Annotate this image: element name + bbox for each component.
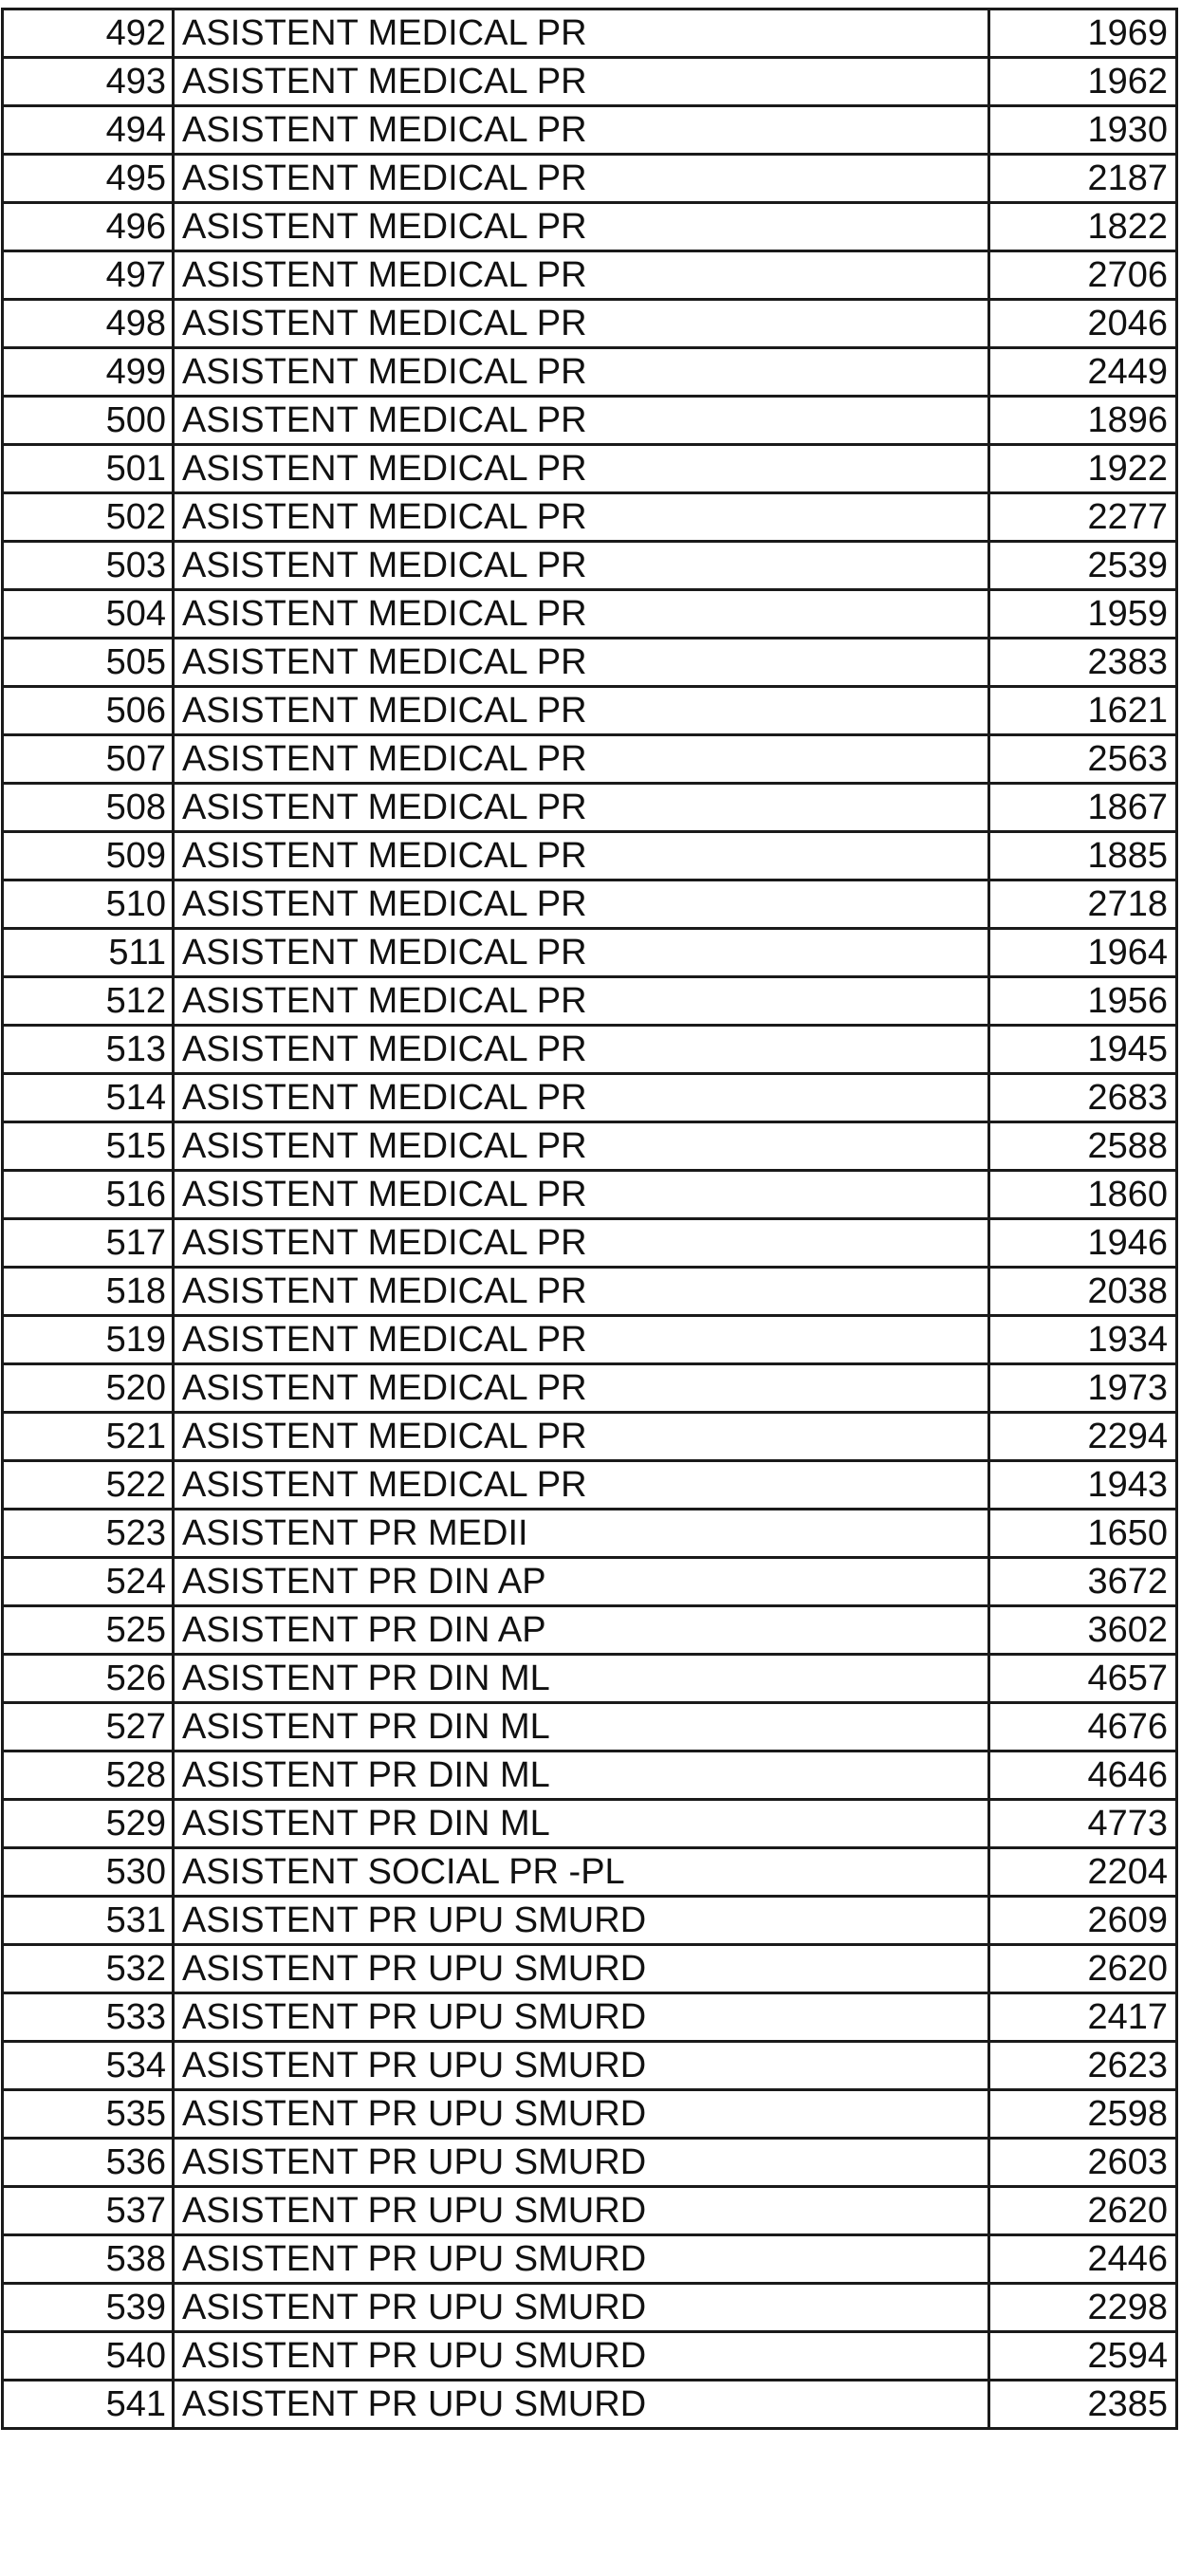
position-name-cell: ASISTENT MEDICAL PR (174, 106, 989, 155)
value-cell: 2598 (989, 2090, 1177, 2139)
table-row (3, 1751, 1177, 1800)
position-name-cell: ASISTENT MEDICAL PR (174, 977, 989, 1026)
value-cell: 2298 (989, 2284, 1177, 2332)
row-number-cell: 502 (3, 493, 174, 542)
table-row (3, 735, 1177, 784)
row-number-cell: 534 (3, 2042, 174, 2090)
row-number-cell: 493 (3, 58, 174, 106)
row-number-cell: 503 (3, 542, 174, 590)
position-name-cell: ASISTENT MEDICAL PR (174, 1219, 989, 1268)
table-row (3, 880, 1177, 929)
row-number-cell: 522 (3, 1461, 174, 1510)
value-cell: 1964 (989, 929, 1177, 977)
value-cell: 2706 (989, 251, 1177, 300)
table-row (3, 2139, 1177, 2187)
row-number-cell: 515 (3, 1122, 174, 1171)
row-number-cell: 512 (3, 977, 174, 1026)
position-name-cell: ASISTENT PR DIN ML (174, 1703, 989, 1751)
row-number-cell: 505 (3, 639, 174, 687)
value-cell: 1621 (989, 687, 1177, 735)
table-row (3, 832, 1177, 880)
row-number-cell: 504 (3, 590, 174, 639)
position-name-cell: ASISTENT PR UPU SMURD (174, 2090, 989, 2139)
value-cell: 2623 (989, 2042, 1177, 2090)
position-name-cell: ASISTENT MEDICAL PR (174, 784, 989, 832)
value-cell: 4657 (989, 1655, 1177, 1703)
row-number-cell: 495 (3, 155, 174, 203)
row-number-cell: 525 (3, 1606, 174, 1655)
table-row (3, 784, 1177, 832)
row-number-cell: 524 (3, 1558, 174, 1606)
value-cell: 2038 (989, 1268, 1177, 1316)
value-cell: 2620 (989, 1945, 1177, 1993)
position-name-cell: ASISTENT MEDICAL PR (174, 1413, 989, 1461)
position-name-cell: ASISTENT MEDICAL PR (174, 1364, 989, 1413)
table-row (3, 2090, 1177, 2139)
value-cell: 2383 (989, 639, 1177, 687)
table-row (3, 1703, 1177, 1751)
row-number-cell: 500 (3, 397, 174, 445)
table-row (3, 1655, 1177, 1703)
table-row (3, 1945, 1177, 1993)
position-name-cell: ASISTENT MEDICAL PR (174, 929, 989, 977)
position-name-cell: ASISTENT MEDICAL PR (174, 300, 989, 348)
table-row (3, 2042, 1177, 2090)
position-name-cell: ASISTENT PR UPU SMURD (174, 1993, 989, 2042)
value-cell: 1959 (989, 590, 1177, 639)
row-number-cell: 494 (3, 106, 174, 155)
value-cell: 2277 (989, 493, 1177, 542)
table-row (3, 2332, 1177, 2381)
row-number-cell: 492 (3, 9, 174, 58)
row-number-cell: 510 (3, 880, 174, 929)
table-row (3, 1364, 1177, 1413)
position-name-cell: ASISTENT PR UPU SMURD (174, 2381, 989, 2429)
value-cell: 2588 (989, 1122, 1177, 1171)
row-number-cell: 501 (3, 445, 174, 493)
row-number-cell: 528 (3, 1751, 174, 1800)
position-name-cell: ASISTENT MEDICAL PR (174, 1074, 989, 1122)
position-name-cell: ASISTENT MEDICAL PR (174, 445, 989, 493)
table-row (3, 1268, 1177, 1316)
row-number-cell: 499 (3, 348, 174, 397)
table-row (3, 1219, 1177, 1268)
row-number-cell: 496 (3, 203, 174, 251)
row-number-cell: 517 (3, 1219, 174, 1268)
value-cell: 1896 (989, 397, 1177, 445)
value-cell: 2417 (989, 1993, 1177, 2042)
table-row (3, 348, 1177, 397)
value-cell: 1969 (989, 9, 1177, 58)
table-row (3, 155, 1177, 203)
row-number-cell: 541 (3, 2381, 174, 2429)
table-row (3, 1413, 1177, 1461)
position-name-cell: ASISTENT PR DIN ML (174, 1800, 989, 1848)
table-row (3, 1171, 1177, 1219)
table-row (3, 1122, 1177, 1171)
row-number-cell: 527 (3, 1703, 174, 1751)
table-row (3, 2381, 1177, 2429)
row-number-cell: 538 (3, 2235, 174, 2284)
table-row (3, 1848, 1177, 1897)
value-cell: 2539 (989, 542, 1177, 590)
position-name-cell: ASISTENT MEDICAL PR (174, 155, 989, 203)
table-row (3, 251, 1177, 300)
row-number-cell: 533 (3, 1993, 174, 2042)
value-cell: 2187 (989, 155, 1177, 203)
position-name-cell: ASISTENT MEDICAL PR (174, 1316, 989, 1364)
table-row (3, 1606, 1177, 1655)
position-name-cell: ASISTENT MEDICAL PR (174, 1268, 989, 1316)
table-row (3, 2284, 1177, 2332)
value-cell: 1943 (989, 1461, 1177, 1510)
position-name-cell: ASISTENT MEDICAL PR (174, 1122, 989, 1171)
position-name-cell: ASISTENT MEDICAL PR (174, 590, 989, 639)
row-number-cell: 521 (3, 1413, 174, 1461)
position-name-cell: ASISTENT PR DIN AP (174, 1558, 989, 1606)
value-cell: 1885 (989, 832, 1177, 880)
table-row (3, 493, 1177, 542)
position-name-cell: ASISTENT MEDICAL PR (174, 493, 989, 542)
position-name-cell: ASISTENT MEDICAL PR (174, 639, 989, 687)
position-name-cell: ASISTENT PR UPU SMURD (174, 1945, 989, 1993)
position-name-cell: ASISTENT MEDICAL PR (174, 397, 989, 445)
position-name-cell: ASISTENT PR MEDII (174, 1510, 989, 1558)
row-number-cell: 518 (3, 1268, 174, 1316)
data-table (1, 8, 1178, 2430)
value-cell: 1934 (989, 1316, 1177, 1364)
value-cell: 4646 (989, 1751, 1177, 1800)
position-name-cell: ASISTENT MEDICAL PR (174, 348, 989, 397)
row-number-cell: 530 (3, 1848, 174, 1897)
position-name-cell: ASISTENT MEDICAL PR (174, 1026, 989, 1074)
value-cell: 1956 (989, 977, 1177, 1026)
value-cell: 2603 (989, 2139, 1177, 2187)
value-cell: 2294 (989, 1413, 1177, 1461)
table-row (3, 1897, 1177, 1945)
table-row (3, 1026, 1177, 1074)
row-number-cell: 539 (3, 2284, 174, 2332)
row-number-cell: 513 (3, 1026, 174, 1074)
row-number-cell: 540 (3, 2332, 174, 2381)
table-row (3, 1800, 1177, 1848)
position-name-cell: ASISTENT PR UPU SMURD (174, 2284, 989, 2332)
row-number-cell: 497 (3, 251, 174, 300)
table-row (3, 1510, 1177, 1558)
value-cell: 2446 (989, 2235, 1177, 2284)
table-row (3, 1993, 1177, 2042)
row-number-cell: 529 (3, 1800, 174, 1848)
table-row (3, 9, 1177, 58)
position-name-cell: ASISTENT MEDICAL PR (174, 9, 989, 58)
table-row (3, 58, 1177, 106)
position-name-cell: ASISTENT MEDICAL PR (174, 203, 989, 251)
value-cell: 1650 (989, 1510, 1177, 1558)
table-row (3, 203, 1177, 251)
table-row (3, 2235, 1177, 2284)
position-name-cell: ASISTENT PR UPU SMURD (174, 2187, 989, 2235)
value-cell: 2449 (989, 348, 1177, 397)
position-name-cell: ASISTENT PR UPU SMURD (174, 2042, 989, 2090)
row-number-cell: 526 (3, 1655, 174, 1703)
value-cell: 1946 (989, 1219, 1177, 1268)
position-name-cell: ASISTENT PR DIN AP (174, 1606, 989, 1655)
row-number-cell: 508 (3, 784, 174, 832)
position-name-cell: ASISTENT MEDICAL PR (174, 880, 989, 929)
position-name-cell: ASISTENT MEDICAL PR (174, 251, 989, 300)
position-name-cell: ASISTENT MEDICAL PR (174, 1171, 989, 1219)
table-row (3, 977, 1177, 1026)
table-row (3, 300, 1177, 348)
position-name-cell: ASISTENT SOCIAL PR -PL (174, 1848, 989, 1897)
position-name-cell: ASISTENT PR UPU SMURD (174, 1897, 989, 1945)
position-name-cell: ASISTENT MEDICAL PR (174, 735, 989, 784)
table-body (3, 9, 1177, 2429)
position-name-cell: ASISTENT PR DIN ML (174, 1655, 989, 1703)
value-cell: 1962 (989, 58, 1177, 106)
value-cell: 2204 (989, 1848, 1177, 1897)
position-name-cell: ASISTENT MEDICAL PR (174, 832, 989, 880)
position-name-cell: ASISTENT PR UPU SMURD (174, 2139, 989, 2187)
value-cell: 1860 (989, 1171, 1177, 1219)
value-cell: 2718 (989, 880, 1177, 929)
table-row (3, 590, 1177, 639)
row-number-cell: 511 (3, 929, 174, 977)
row-number-cell: 535 (3, 2090, 174, 2139)
row-number-cell: 531 (3, 1897, 174, 1945)
position-name-cell: ASISTENT PR DIN ML (174, 1751, 989, 1800)
value-cell: 1822 (989, 203, 1177, 251)
value-cell: 2683 (989, 1074, 1177, 1122)
table-row (3, 1074, 1177, 1122)
row-number-cell: 532 (3, 1945, 174, 1993)
table-row (3, 2187, 1177, 2235)
row-number-cell: 514 (3, 1074, 174, 1122)
row-number-cell: 523 (3, 1510, 174, 1558)
table-row (3, 542, 1177, 590)
row-number-cell: 520 (3, 1364, 174, 1413)
value-cell: 3602 (989, 1606, 1177, 1655)
value-cell: 4773 (989, 1800, 1177, 1848)
table-row (3, 687, 1177, 735)
table-row (3, 397, 1177, 445)
table-row (3, 929, 1177, 977)
value-cell: 2046 (989, 300, 1177, 348)
position-name-cell: ASISTENT MEDICAL PR (174, 1461, 989, 1510)
position-name-cell: ASISTENT MEDICAL PR (174, 58, 989, 106)
position-name-cell: ASISTENT PR UPU SMURD (174, 2235, 989, 2284)
table-row (3, 1316, 1177, 1364)
value-cell: 4676 (989, 1703, 1177, 1751)
table-row (3, 1558, 1177, 1606)
value-cell: 2620 (989, 2187, 1177, 2235)
value-cell: 1945 (989, 1026, 1177, 1074)
row-number-cell: 537 (3, 2187, 174, 2235)
value-cell: 1930 (989, 106, 1177, 155)
spreadsheet (0, 8, 1181, 2430)
value-cell: 1973 (989, 1364, 1177, 1413)
position-name-cell: ASISTENT MEDICAL PR (174, 542, 989, 590)
row-number-cell: 507 (3, 735, 174, 784)
row-number-cell: 506 (3, 687, 174, 735)
value-cell: 1867 (989, 784, 1177, 832)
position-name-cell: ASISTENT MEDICAL PR (174, 687, 989, 735)
row-number-cell: 516 (3, 1171, 174, 1219)
value-cell: 2609 (989, 1897, 1177, 1945)
value-cell: 2385 (989, 2381, 1177, 2429)
table-row (3, 1461, 1177, 1510)
row-number-cell: 519 (3, 1316, 174, 1364)
row-number-cell: 498 (3, 300, 174, 348)
value-cell: 1922 (989, 445, 1177, 493)
value-cell: 3672 (989, 1558, 1177, 1606)
table-row (3, 639, 1177, 687)
value-cell: 2594 (989, 2332, 1177, 2381)
position-name-cell: ASISTENT PR UPU SMURD (174, 2332, 989, 2381)
table-row (3, 106, 1177, 155)
table-row (3, 445, 1177, 493)
row-number-cell: 536 (3, 2139, 174, 2187)
value-cell: 2563 (989, 735, 1177, 784)
row-number-cell: 509 (3, 832, 174, 880)
